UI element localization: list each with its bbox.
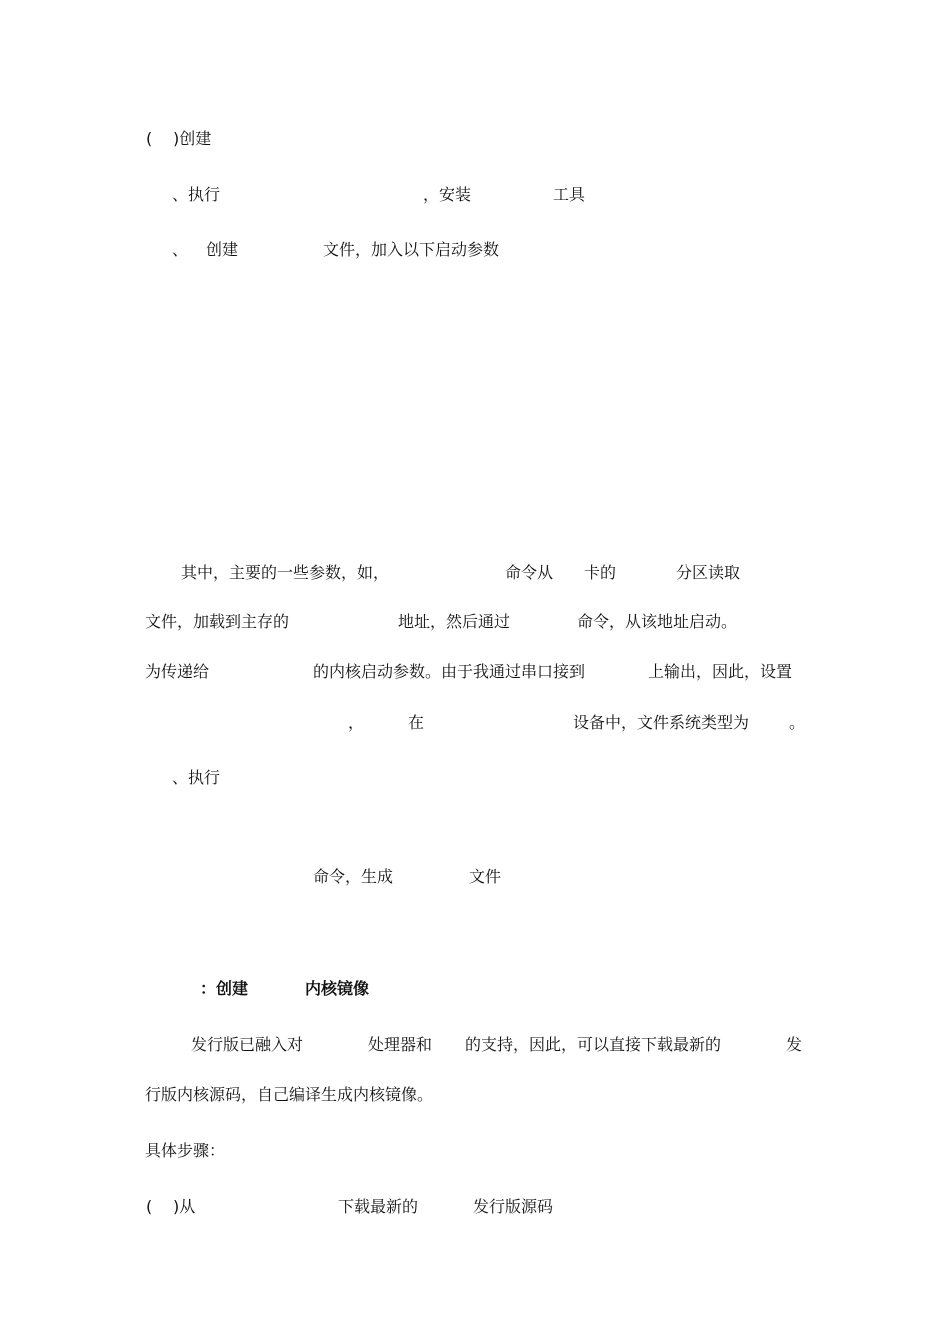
text-fragment: (: [146, 1197, 153, 1216]
text-fragment: 、执行: [172, 185, 221, 204]
text-fragment: 文件: [469, 867, 502, 886]
text-fragment: 下载最新的: [338, 1197, 419, 1216]
text-fragment: 设备中，文件系统类型为: [573, 713, 750, 732]
text-fragment: 发行版已融入对: [191, 1035, 304, 1054]
text-fragment: 文件，加入以下启动参数: [323, 240, 500, 259]
section-heading: 内核镜像: [305, 979, 370, 998]
text-fragment: 其中，主要的一些参数，如，: [181, 563, 390, 582]
text-fragment: ，安装: [423, 185, 472, 204]
text-fragment: 的支持，因此，可以直接下载最新的: [465, 1035, 722, 1054]
text-fragment: 文件，加载到主存的: [145, 612, 290, 631]
text-fragment: 为传递给: [145, 662, 210, 681]
text-fragment: )从: [173, 1197, 196, 1216]
text-fragment: )创建: [173, 129, 212, 148]
text-fragment: 、执行: [172, 768, 221, 787]
text-fragment: 。: [789, 713, 806, 732]
text-fragment: 命令，从该地址启动。: [577, 612, 738, 631]
text-fragment: 工具: [553, 185, 586, 204]
text-fragment: 在: [408, 713, 425, 732]
text-fragment: 卡的: [584, 563, 617, 582]
text-fragment: 上输出，因此，设置: [648, 662, 793, 681]
text-fragment: 行版内核源码，自己编译生成内核镜像。: [145, 1085, 434, 1104]
text-fragment: 具体步骤：: [145, 1141, 226, 1160]
text-fragment: 发行版源码: [473, 1197, 554, 1216]
text-fragment: 的内核启动参数。由于我通过串口接到: [313, 662, 586, 681]
text-fragment: 命令从: [505, 563, 554, 582]
text-fragment: 处理器和: [368, 1035, 433, 1054]
text-fragment: 、: [172, 240, 189, 259]
text-fragment: 分区读取: [676, 563, 741, 582]
text-fragment: 创建: [206, 240, 239, 259]
text-fragment: ，: [348, 713, 365, 732]
text-fragment: 地址，然后通过: [398, 612, 511, 631]
text-fragment: (: [146, 129, 153, 148]
text-fragment: 命令，生成: [313, 867, 394, 886]
text-fragment: 发: [786, 1035, 803, 1054]
section-heading: ：创建: [200, 979, 249, 998]
